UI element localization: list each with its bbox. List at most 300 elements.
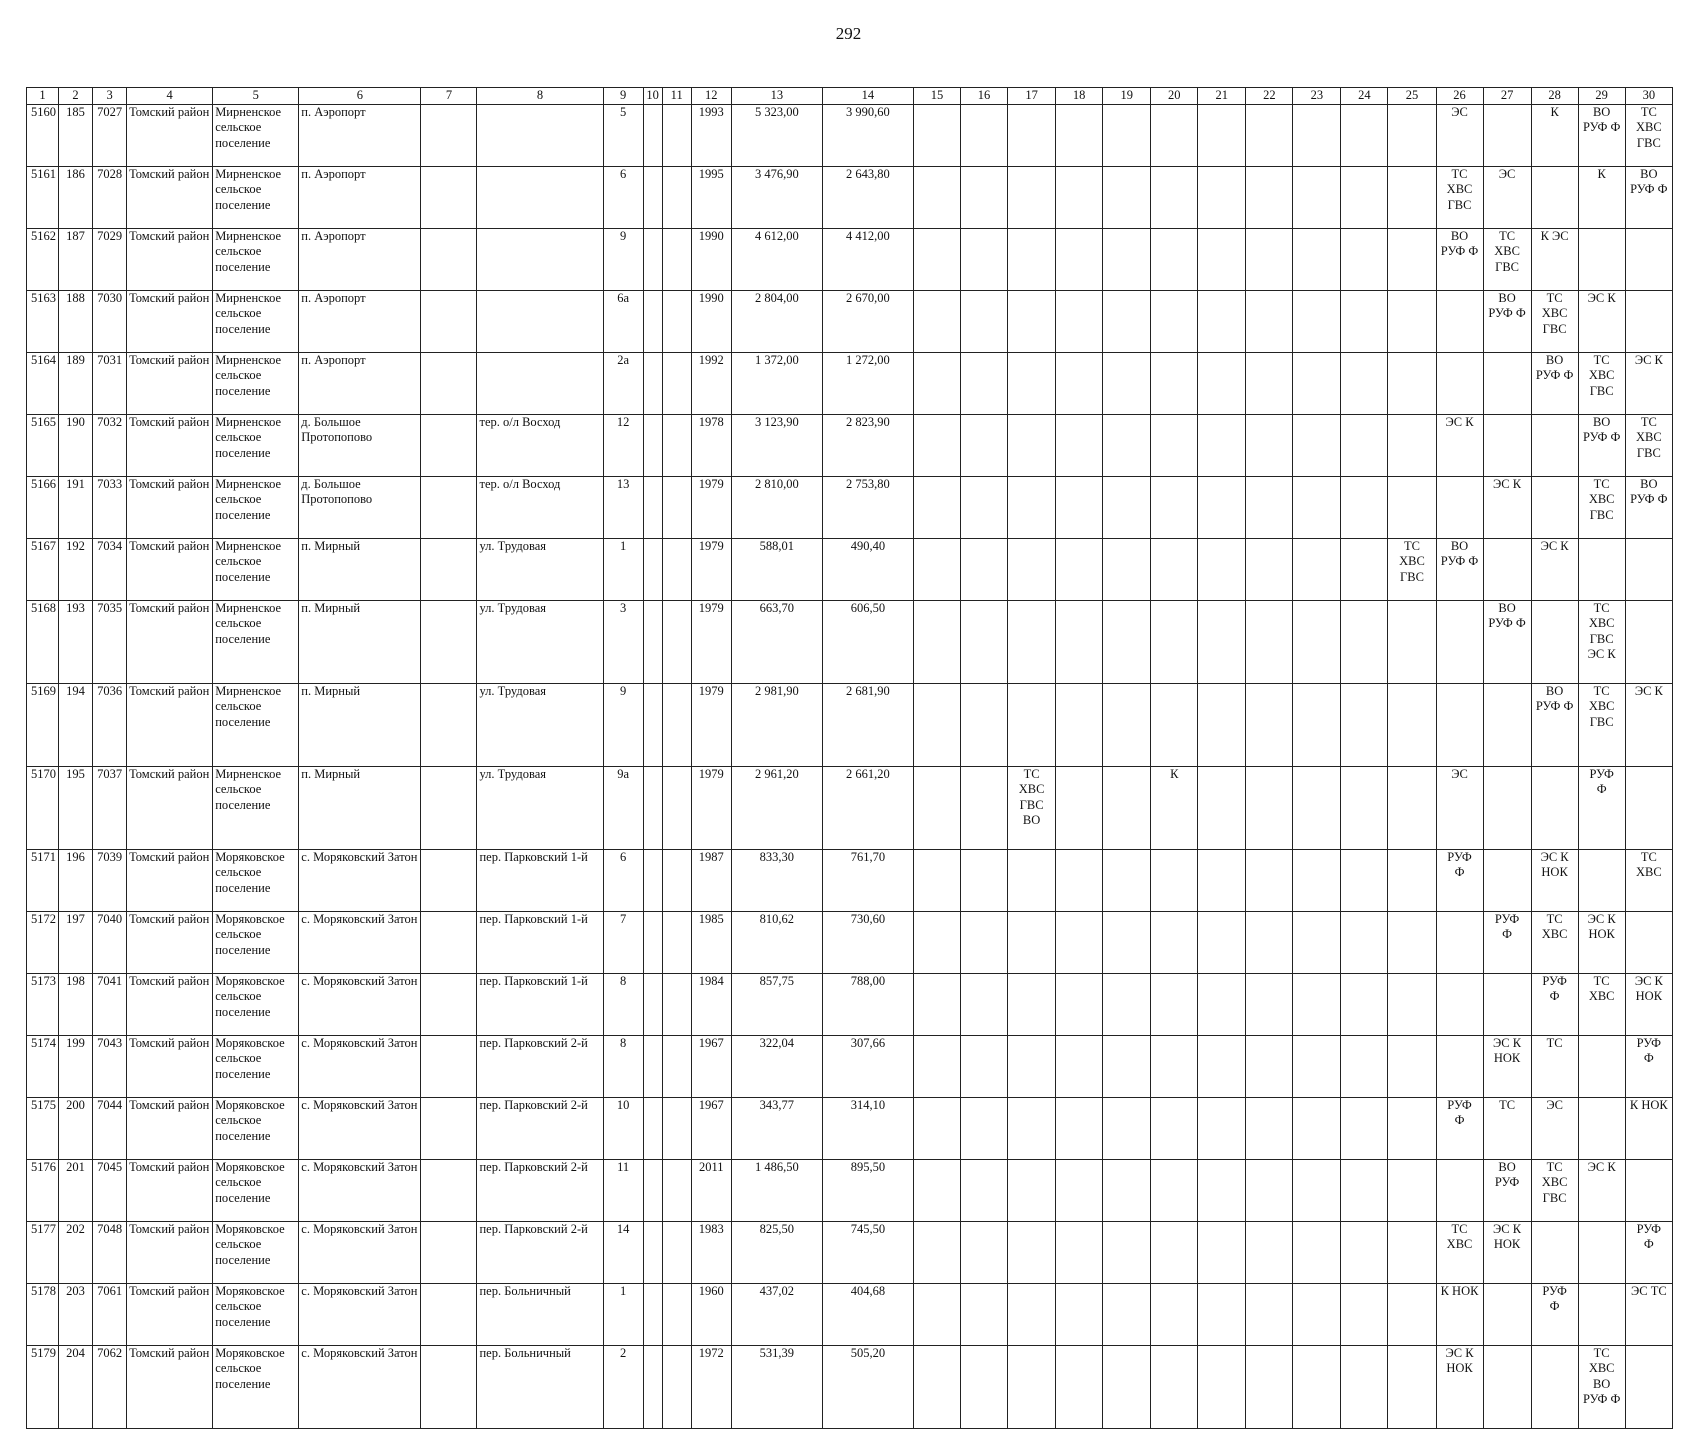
empty-cell [961,849,1008,911]
empty-cell [421,1221,477,1283]
empty-cell [1056,538,1103,600]
cell-col-14: 2 681,90 [822,683,913,766]
cell-col-4: Томский район [127,1159,213,1221]
empty-cell [1246,683,1293,766]
empty-cell [1198,228,1246,290]
empty-cell [1388,683,1436,766]
cell-col-2: 192 [59,538,93,600]
cell-col-1: 5165 [27,414,59,476]
cell-col-2: 200 [59,1097,93,1159]
empty-cell [662,973,691,1035]
empty-cell [1056,911,1103,973]
empty-cell [961,1035,1008,1097]
cell-col-4: Томский район [127,104,213,166]
empty-cell [1246,104,1293,166]
empty-cell [1056,1283,1103,1345]
empty-cell [421,538,477,600]
empty-cell [643,290,662,352]
cell-col-1: 5162 [27,228,59,290]
empty-cell [1578,849,1625,911]
column-number-header: 9 [603,88,643,105]
empty-cell [643,1097,662,1159]
empty-cell [1198,1097,1246,1159]
empty-cell [1246,476,1293,538]
empty-cell [1008,228,1056,290]
empty-cell [1151,104,1198,166]
column-number-header: 28 [1531,88,1578,105]
table-row [27,600,1673,683]
service-cell: ТС ХВС ГВС [1578,352,1625,414]
empty-cell [1531,1221,1578,1283]
empty-cell [1341,766,1388,849]
service-cell: ТС [1483,1097,1531,1159]
cell-col-9: 6 [603,849,643,911]
cell-col-3: 7044 [93,1097,127,1159]
empty-cell [662,683,691,766]
cell-col-14: 606,50 [822,600,913,683]
cell-col-14: 788,00 [822,973,913,1035]
empty-cell [913,1097,960,1159]
cell-col-1: 5169 [27,683,59,766]
empty-cell [1008,849,1056,911]
column-number-header: 14 [822,88,913,105]
service-cell: РУФ Ф [1436,1097,1483,1159]
empty-cell [1103,1159,1151,1221]
empty-cell [662,166,691,228]
empty-cell [1531,766,1578,849]
empty-cell [662,352,691,414]
cell-col-9: 2а [603,352,643,414]
empty-cell [1103,683,1151,766]
empty-cell [421,911,477,973]
empty-cell [1008,973,1056,1035]
empty-cell [1293,538,1341,600]
cell-col-9: 1 [603,1283,643,1345]
empty-cell [1246,1345,1293,1428]
empty-cell [1198,1345,1246,1428]
cell-col-13: 663,70 [731,600,822,683]
empty-cell [1246,1221,1293,1283]
empty-cell [662,600,691,683]
service-cell: ТС ХВС ВО РУФ Ф [1578,1345,1625,1428]
empty-cell [1483,538,1531,600]
service-cell: ЭС [1436,104,1483,166]
cell-col-4: Томский район [127,538,213,600]
empty-cell [1388,766,1436,849]
cell-col-1: 5160 [27,104,59,166]
cell-col-9: 5 [603,104,643,166]
empty-cell [1008,600,1056,683]
service-cell: ТС ХВС [1578,973,1625,1035]
empty-cell [1246,973,1293,1035]
empty-cell [421,973,477,1035]
cell-col-13: 4 612,00 [731,228,822,290]
empty-cell [1103,414,1151,476]
cell-col-12: 1990 [691,290,731,352]
column-number-header: 26 [1436,88,1483,105]
empty-cell [662,476,691,538]
service-cell: РУФ Ф [1531,1283,1578,1345]
empty-cell [1531,600,1578,683]
empty-cell [961,290,1008,352]
service-cell: ЭС К [1531,538,1578,600]
empty-cell [1151,1283,1198,1345]
table-row [27,290,1673,352]
empty-cell [1008,1097,1056,1159]
empty-cell [913,352,960,414]
empty-cell [1151,1035,1198,1097]
empty-cell [1293,1345,1341,1428]
empty-cell [1103,476,1151,538]
empty-cell [662,414,691,476]
cell-col-8: пер. Больничный [477,1345,603,1428]
service-cell: РУФ Ф [1578,766,1625,849]
empty-cell [1341,228,1388,290]
cell-col-2: 195 [59,766,93,849]
cell-col-9: 9 [603,683,643,766]
empty-cell [1293,973,1341,1035]
empty-cell [1246,1035,1293,1097]
empty-cell [1531,1345,1578,1428]
service-cell: РУФ Ф [1625,1221,1672,1283]
cell-col-6: с. Моряковский Затон [299,1345,421,1428]
empty-cell [1056,600,1103,683]
empty-cell [643,683,662,766]
service-cell: РУФ Ф [1436,849,1483,911]
service-cell: РУФ Ф [1625,1035,1672,1097]
empty-cell [913,290,960,352]
column-number-header: 11 [662,88,691,105]
empty-cell [1246,911,1293,973]
empty-cell [1578,228,1625,290]
cell-col-8: ул. Трудовая [477,538,603,600]
cell-col-3: 7032 [93,414,127,476]
empty-cell [1388,600,1436,683]
empty-cell [961,683,1008,766]
service-cell: ТС ХВС ГВС [1483,228,1531,290]
column-number-header: 7 [421,88,477,105]
empty-cell [1436,352,1483,414]
cell-col-1: 5178 [27,1283,59,1345]
service-cell: ВО РУФ Ф [1436,538,1483,600]
column-number-header: 5 [213,88,299,105]
empty-cell [1436,600,1483,683]
cell-col-9: 3 [603,600,643,683]
empty-cell [643,849,662,911]
cell-col-6: п. Аэропорт [299,290,421,352]
cell-col-12: 2011 [691,1159,731,1221]
empty-cell [1056,1345,1103,1428]
cell-col-1: 5163 [27,290,59,352]
empty-cell [913,911,960,973]
cell-col-2: 203 [59,1283,93,1345]
cell-col-12: 1993 [691,104,731,166]
cell-col-14: 761,70 [822,849,913,911]
cell-col-13: 588,01 [731,538,822,600]
column-number-header: 6 [299,88,421,105]
empty-cell [1388,1283,1436,1345]
service-cell: ТС ХВС ГВС [1625,414,1672,476]
column-number-header: 23 [1293,88,1341,105]
cell-col-2: 189 [59,352,93,414]
empty-cell [1293,352,1341,414]
cell-col-5: Мирненское сельское поселение [213,228,299,290]
cell-col-2: 198 [59,973,93,1035]
empty-cell [1151,476,1198,538]
empty-cell [1103,290,1151,352]
empty-cell [961,973,1008,1035]
cell-col-9: 9 [603,228,643,290]
cell-col-2: 185 [59,104,93,166]
empty-cell [1388,476,1436,538]
empty-cell [1388,911,1436,973]
service-cell: К [1531,104,1578,166]
cell-col-14: 2 643,80 [822,166,913,228]
cell-col-1: 5174 [27,1035,59,1097]
cell-col-14: 730,60 [822,911,913,973]
cell-col-5: Мирненское сельское поселение [213,476,299,538]
empty-cell [1436,1159,1483,1221]
empty-cell [961,166,1008,228]
empty-cell [1151,600,1198,683]
empty-cell [1388,104,1436,166]
empty-cell [1151,683,1198,766]
empty-cell [1578,1283,1625,1345]
cell-col-2: 193 [59,600,93,683]
empty-cell [643,973,662,1035]
service-cell: ЭС К НОК [1483,1035,1531,1097]
empty-cell [1151,1345,1198,1428]
cell-col-6: п. Аэропорт [299,166,421,228]
empty-cell [643,414,662,476]
cell-col-4: Томский район [127,973,213,1035]
service-cell: ТС ХВС ГВС [1625,104,1672,166]
service-cell: ТС ХВС ГВС [1578,476,1625,538]
service-cell: ЭС ТС [1625,1283,1672,1345]
cell-col-14: 4 412,00 [822,228,913,290]
empty-cell [1151,414,1198,476]
cell-col-1: 5175 [27,1097,59,1159]
empty-cell [1103,1221,1151,1283]
table-row [27,973,1673,1035]
empty-cell [961,228,1008,290]
empty-cell [1483,352,1531,414]
cell-col-8: тер. о/л Восход [477,414,603,476]
cell-col-4: Томский район [127,166,213,228]
empty-cell [1483,683,1531,766]
cell-col-12: 1984 [691,973,731,1035]
service-cell: ТС ХВС [1436,1221,1483,1283]
table-row [27,1221,1673,1283]
cell-col-13: 3 476,90 [731,166,822,228]
empty-cell [1341,683,1388,766]
cell-col-6: с. Моряковский Затон [299,1159,421,1221]
empty-cell [1388,1345,1436,1428]
service-cell: ЭС К [1436,414,1483,476]
empty-cell [1341,1097,1388,1159]
empty-cell [1341,1345,1388,1428]
table-row [27,1283,1673,1345]
empty-cell [1483,104,1531,166]
cell-col-8: пер. Парковский 2-й [477,1221,603,1283]
cell-col-1: 5172 [27,911,59,973]
cell-col-14: 404,68 [822,1283,913,1345]
cell-col-5: Мирненское сельское поселение [213,166,299,228]
empty-cell [1103,1345,1151,1428]
empty-cell [1103,104,1151,166]
service-cell: ЭС [1531,1097,1578,1159]
service-cell: ВО РУФ Ф [1578,414,1625,476]
column-number-header: 17 [1008,88,1056,105]
empty-cell [1293,600,1341,683]
empty-cell [1578,1221,1625,1283]
cell-col-5: Мирненское сельское поселение [213,290,299,352]
cell-col-3: 7034 [93,538,127,600]
cell-col-13: 5 323,00 [731,104,822,166]
empty-cell [1246,352,1293,414]
cell-col-4: Томский район [127,228,213,290]
cell-col-4: Томский район [127,1345,213,1428]
empty-cell [1151,1097,1198,1159]
empty-cell [1008,290,1056,352]
service-cell: ВО РУФ Ф [1436,228,1483,290]
cell-col-12: 1983 [691,1221,731,1283]
cell-col-9: 11 [603,1159,643,1221]
table-body [27,104,1673,1428]
empty-cell [1008,1283,1056,1345]
empty-cell [643,228,662,290]
cell-col-8: пер. Парковский 1-й [477,911,603,973]
cell-col-9: 7 [603,911,643,973]
empty-cell [662,766,691,849]
empty-cell [1388,166,1436,228]
column-number-header: 29 [1578,88,1625,105]
empty-cell [961,414,1008,476]
empty-cell [1341,600,1388,683]
empty-cell [1198,849,1246,911]
cell-col-3: 7028 [93,166,127,228]
empty-cell [1436,1035,1483,1097]
service-cell: ВО РУФ Ф [1625,476,1672,538]
service-cell: ТС ХВС ГВС [1531,1159,1578,1221]
empty-cell [1246,414,1293,476]
column-number-header: 30 [1625,88,1672,105]
cell-col-1: 5170 [27,766,59,849]
cell-col-8 [477,352,603,414]
empty-cell [421,1345,477,1428]
empty-cell [1056,683,1103,766]
empty-cell [643,1035,662,1097]
cell-col-2: 190 [59,414,93,476]
empty-cell [1293,849,1341,911]
cell-col-8 [477,228,603,290]
cell-col-12: 1967 [691,1035,731,1097]
empty-cell [1293,1221,1341,1283]
cell-col-6: п. Мирный [299,766,421,849]
cell-col-2: 191 [59,476,93,538]
cell-col-5: Моряковское сельское поселение [213,849,299,911]
cell-col-1: 5173 [27,973,59,1035]
empty-cell [1008,683,1056,766]
cell-col-2: 196 [59,849,93,911]
cell-col-13: 833,30 [731,849,822,911]
cell-col-6: д. Большое Протопопово [299,414,421,476]
cell-col-4: Томский район [127,290,213,352]
cell-col-8: ул. Трудовая [477,766,603,849]
cell-col-4: Томский район [127,849,213,911]
cell-col-8 [477,104,603,166]
empty-cell [913,600,960,683]
column-number-header: 21 [1198,88,1246,105]
cell-col-4: Томский район [127,1097,213,1159]
empty-cell [421,600,477,683]
cell-col-6: п. Аэропорт [299,228,421,290]
empty-cell [662,1221,691,1283]
cell-col-12: 1979 [691,538,731,600]
empty-cell [913,766,960,849]
empty-cell [1008,911,1056,973]
empty-cell [1008,1345,1056,1428]
empty-cell [1578,1035,1625,1097]
column-number-header: 22 [1246,88,1293,105]
cell-col-3: 7029 [93,228,127,290]
cell-col-8 [477,166,603,228]
column-number-header: 12 [691,88,731,105]
cell-col-5: Моряковское сельское поселение [213,911,299,973]
empty-cell [421,104,477,166]
empty-cell [1625,1159,1672,1221]
empty-cell [913,476,960,538]
empty-cell [1008,1159,1056,1221]
cell-col-12: 1960 [691,1283,731,1345]
empty-cell [1151,228,1198,290]
empty-cell [1341,1221,1388,1283]
empty-cell [1625,538,1672,600]
service-cell: ЭС К НОК [1625,973,1672,1035]
empty-cell [1103,849,1151,911]
cell-col-14: 2 670,00 [822,290,913,352]
cell-col-9: 6а [603,290,643,352]
empty-cell [1198,1035,1246,1097]
cell-col-5: Мирненское сельское поселение [213,104,299,166]
cell-col-5: Моряковское сельское поселение [213,1159,299,1221]
empty-cell [1198,352,1246,414]
cell-col-14: 505,20 [822,1345,913,1428]
cell-col-12: 1972 [691,1345,731,1428]
empty-cell [421,414,477,476]
cell-col-8: пер. Парковский 1-й [477,973,603,1035]
service-cell: ТС ХВС ГВС [1436,166,1483,228]
cell-col-5: Мирненское сельское поселение [213,414,299,476]
cell-col-8 [477,290,603,352]
empty-cell [1341,414,1388,476]
cell-col-5: Моряковское сельское поселение [213,1097,299,1159]
empty-cell [1625,600,1672,683]
empty-cell [1056,849,1103,911]
empty-cell [1056,766,1103,849]
empty-cell [662,1345,691,1428]
table-row [27,1097,1673,1159]
empty-cell [961,766,1008,849]
service-cell: РУФ Ф [1531,973,1578,1035]
cell-col-1: 5168 [27,600,59,683]
empty-cell [1436,911,1483,973]
cell-col-13: 1 372,00 [731,352,822,414]
table-row [27,911,1673,973]
empty-cell [1198,538,1246,600]
cell-col-6: с. Моряковский Затон [299,849,421,911]
cell-col-1: 5176 [27,1159,59,1221]
